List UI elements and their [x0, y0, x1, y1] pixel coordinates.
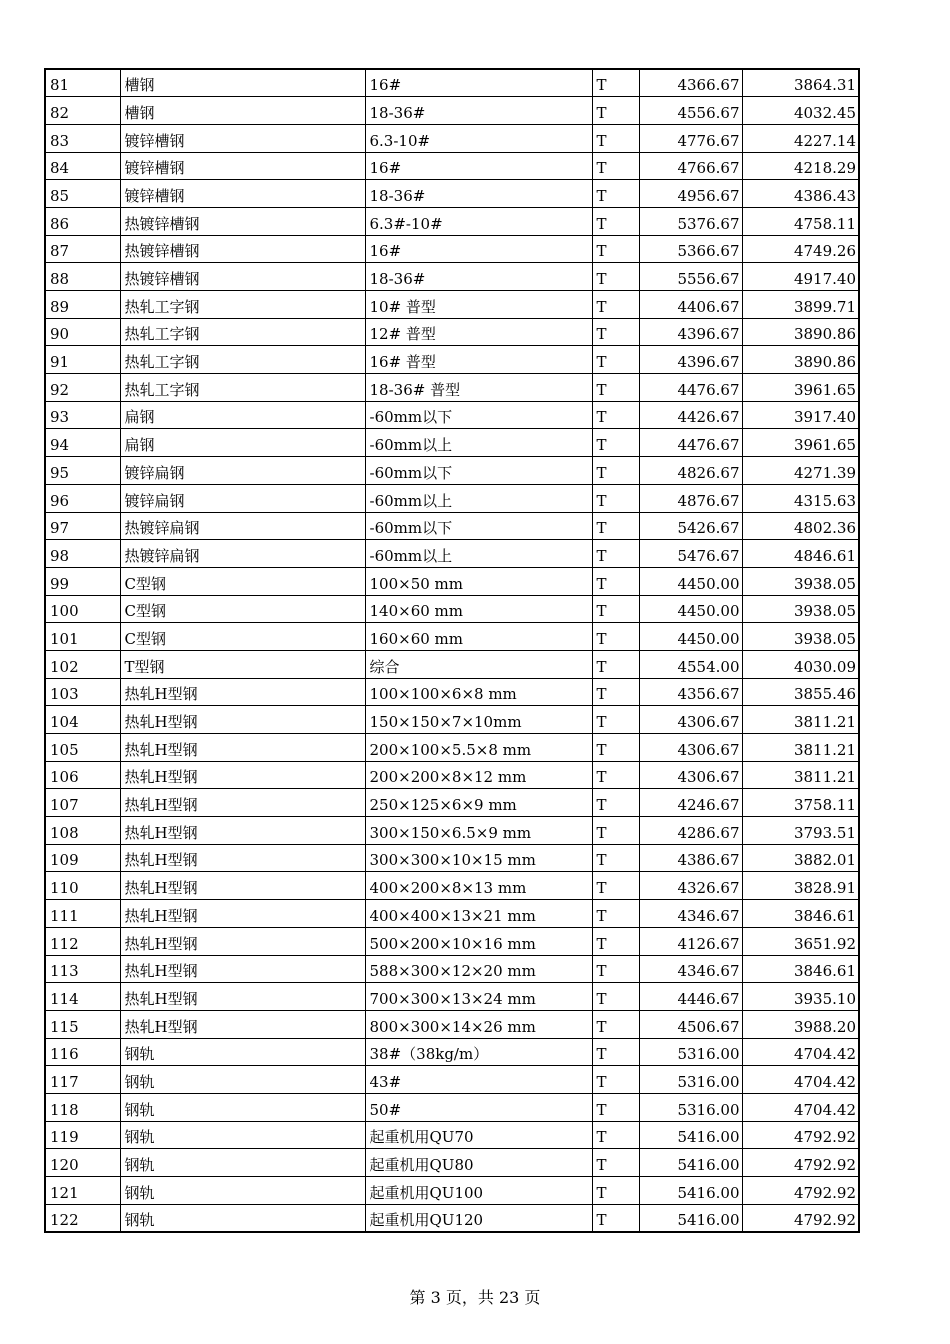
item-spec-cell: 16#: [365, 152, 592, 180]
table-row: [45, 1177, 859, 1205]
item-name-cell: 热轧H型钢: [120, 678, 365, 706]
item-unit-cell: T: [592, 623, 639, 651]
item-name-cell: 钢轨: [120, 1093, 365, 1121]
price-excl-tax-cell: 3855.46: [742, 678, 859, 706]
item-unit-cell: T: [592, 401, 639, 429]
item-name-cell: 热轧H型钢: [120, 872, 365, 900]
item-spec-cell: 43#: [365, 1066, 592, 1094]
price-excl-tax-cell: 3938.05: [742, 567, 859, 595]
table-row: [45, 955, 859, 983]
item-name-cell: C型钢: [120, 595, 365, 623]
item-unit-cell: T: [592, 457, 639, 485]
item-name-cell: 热轧H型钢: [120, 789, 365, 817]
price-excl-tax-cell: 4218.29: [742, 152, 859, 180]
table-row: [45, 983, 859, 1011]
row-index-cell: 81: [45, 69, 120, 97]
price-incl-tax-cell: 4396.67: [639, 346, 742, 374]
price-incl-tax-cell: 4476.67: [639, 429, 742, 457]
row-index-cell: 91: [45, 346, 120, 374]
table-row: [45, 180, 859, 208]
price-excl-tax-cell: 4792.92: [742, 1177, 859, 1205]
item-unit-cell: T: [592, 734, 639, 762]
item-name-cell: 钢轨: [120, 1204, 365, 1232]
price-incl-tax-cell: 4386.67: [639, 844, 742, 872]
item-spec-cell: 300×150×6.5×9 mm: [365, 817, 592, 845]
price-excl-tax-cell: 3890.86: [742, 318, 859, 346]
item-name-cell: C型钢: [120, 567, 365, 595]
price-excl-tax-cell: 3846.61: [742, 900, 859, 928]
item-name-cell: 热轧工字钢: [120, 318, 365, 346]
row-index-cell: 92: [45, 374, 120, 402]
item-spec-cell: -60mm以下: [365, 457, 592, 485]
item-name-cell: 热轧H型钢: [120, 761, 365, 789]
row-index-cell: 94: [45, 429, 120, 457]
price-table-body: [45, 69, 859, 1232]
item-unit-cell: T: [592, 1093, 639, 1121]
item-name-cell: T型钢: [120, 650, 365, 678]
price-excl-tax-cell: 3651.92: [742, 927, 859, 955]
table-row: [45, 318, 859, 346]
item-spec-cell: 18-36# 普型: [365, 374, 592, 402]
item-name-cell: 热镀锌扁钢: [120, 512, 365, 540]
item-spec-cell: 700×300×13×24 mm: [365, 983, 592, 1011]
row-index-cell: 108: [45, 817, 120, 845]
table-row: [45, 69, 859, 97]
item-unit-cell: T: [592, 152, 639, 180]
item-name-cell: 热镀锌槽钢: [120, 263, 365, 291]
table-row: [45, 484, 859, 512]
item-spec-cell: -60mm以下: [365, 401, 592, 429]
price-incl-tax-cell: 4956.67: [639, 180, 742, 208]
item-unit-cell: T: [592, 650, 639, 678]
row-index-cell: 114: [45, 983, 120, 1011]
item-unit-cell: T: [592, 1204, 639, 1232]
table-row: [45, 207, 859, 235]
table-row: [45, 761, 859, 789]
row-index-cell: 96: [45, 484, 120, 512]
table-row: [45, 540, 859, 568]
item-name-cell: 钢轨: [120, 1066, 365, 1094]
row-index-cell: 101: [45, 623, 120, 651]
item-name-cell: 热轧H型钢: [120, 900, 365, 928]
price-excl-tax-cell: 4315.63: [742, 484, 859, 512]
price-excl-tax-cell: 4386.43: [742, 180, 859, 208]
price-excl-tax-cell: 4802.36: [742, 512, 859, 540]
price-excl-tax-cell: 4792.92: [742, 1204, 859, 1232]
row-index-cell: 115: [45, 1010, 120, 1038]
table-row: [45, 152, 859, 180]
row-index-cell: 116: [45, 1038, 120, 1066]
price-incl-tax-cell: 4346.67: [639, 900, 742, 928]
item-name-cell: 热轧H型钢: [120, 983, 365, 1011]
item-spec-cell: 综合: [365, 650, 592, 678]
row-index-cell: 102: [45, 650, 120, 678]
price-incl-tax-cell: 4306.67: [639, 761, 742, 789]
item-unit-cell: T: [592, 789, 639, 817]
item-name-cell: 热轧H型钢: [120, 1010, 365, 1038]
item-name-cell: 热轧H型钢: [120, 844, 365, 872]
item-spec-cell: 588×300×12×20 mm: [365, 955, 592, 983]
item-spec-cell: -60mm以下: [365, 512, 592, 540]
item-unit-cell: T: [592, 678, 639, 706]
row-index-cell: 112: [45, 927, 120, 955]
price-incl-tax-cell: 4450.00: [639, 567, 742, 595]
item-unit-cell: T: [592, 318, 639, 346]
item-unit-cell: T: [592, 235, 639, 263]
row-index-cell: 118: [45, 1093, 120, 1121]
price-incl-tax-cell: 4246.67: [639, 789, 742, 817]
row-index-cell: 87: [45, 235, 120, 263]
price-excl-tax-cell: 4704.42: [742, 1038, 859, 1066]
item-name-cell: 槽钢: [120, 97, 365, 125]
item-name-cell: 钢轨: [120, 1149, 365, 1177]
item-unit-cell: T: [592, 844, 639, 872]
table-row: [45, 927, 859, 955]
price-incl-tax-cell: 4450.00: [639, 623, 742, 651]
price-excl-tax-cell: 3811.21: [742, 706, 859, 734]
row-index-cell: 83: [45, 124, 120, 152]
item-unit-cell: T: [592, 1177, 639, 1205]
table-row: [45, 235, 859, 263]
row-index-cell: 113: [45, 955, 120, 983]
item-unit-cell: T: [592, 1149, 639, 1177]
item-spec-cell: 6.3-10#: [365, 124, 592, 152]
price-incl-tax-cell: 4554.00: [639, 650, 742, 678]
table-row: [45, 1204, 859, 1232]
price-incl-tax-cell: 4356.67: [639, 678, 742, 706]
price-excl-tax-cell: 3864.31: [742, 69, 859, 97]
price-excl-tax-cell: 4227.14: [742, 124, 859, 152]
price-incl-tax-cell: 5376.67: [639, 207, 742, 235]
price-incl-tax-cell: 4286.67: [639, 817, 742, 845]
price-excl-tax-cell: 3793.51: [742, 817, 859, 845]
item-unit-cell: T: [592, 124, 639, 152]
item-spec-cell: 18-36#: [365, 263, 592, 291]
row-index-cell: 117: [45, 1066, 120, 1094]
row-index-cell: 82: [45, 97, 120, 125]
item-spec-cell: -60mm以上: [365, 484, 592, 512]
row-index-cell: 86: [45, 207, 120, 235]
price-incl-tax-cell: 5416.00: [639, 1121, 742, 1149]
table-row: [45, 346, 859, 374]
price-excl-tax-cell: 3828.91: [742, 872, 859, 900]
table-row: [45, 124, 859, 152]
row-index-cell: 85: [45, 180, 120, 208]
row-index-cell: 111: [45, 900, 120, 928]
price-incl-tax-cell: 5366.67: [639, 235, 742, 263]
price-incl-tax-cell: 4406.67: [639, 291, 742, 319]
item-spec-cell: 16# 普型: [365, 346, 592, 374]
item-unit-cell: T: [592, 97, 639, 125]
row-index-cell: 105: [45, 734, 120, 762]
item-unit-cell: T: [592, 291, 639, 319]
item-name-cell: 热轧H型钢: [120, 817, 365, 845]
table-row: [45, 429, 859, 457]
item-spec-cell: 200×100×5.5×8 mm: [365, 734, 592, 762]
table-row: [45, 844, 859, 872]
item-unit-cell: T: [592, 983, 639, 1011]
table-row: [45, 623, 859, 651]
price-excl-tax-cell: 3758.11: [742, 789, 859, 817]
item-spec-cell: -60mm以上: [365, 429, 592, 457]
item-spec-cell: 10# 普型: [365, 291, 592, 319]
row-index-cell: 107: [45, 789, 120, 817]
item-spec-cell: 500×200×10×16 mm: [365, 927, 592, 955]
row-index-cell: 93: [45, 401, 120, 429]
table-row: [45, 1038, 859, 1066]
row-index-cell: 122: [45, 1204, 120, 1232]
row-index-cell: 106: [45, 761, 120, 789]
row-index-cell: 90: [45, 318, 120, 346]
table-row: [45, 789, 859, 817]
item-unit-cell: T: [592, 207, 639, 235]
item-name-cell: 镀锌扁钢: [120, 484, 365, 512]
item-spec-cell: 250×125×6×9 mm: [365, 789, 592, 817]
price-excl-tax-cell: 3917.40: [742, 401, 859, 429]
item-name-cell: 扁钢: [120, 401, 365, 429]
item-spec-cell: 16#: [365, 235, 592, 263]
price-excl-tax-cell: 4704.42: [742, 1093, 859, 1121]
item-unit-cell: T: [592, 1121, 639, 1149]
row-index-cell: 110: [45, 872, 120, 900]
price-incl-tax-cell: 4446.67: [639, 983, 742, 1011]
price-incl-tax-cell: 5316.00: [639, 1093, 742, 1121]
row-index-cell: 84: [45, 152, 120, 180]
price-incl-tax-cell: 4366.67: [639, 69, 742, 97]
price-excl-tax-cell: 3811.21: [742, 734, 859, 762]
item-name-cell: 钢轨: [120, 1038, 365, 1066]
price-incl-tax-cell: 4450.00: [639, 595, 742, 623]
price-incl-tax-cell: 5556.67: [639, 263, 742, 291]
price-incl-tax-cell: 4396.67: [639, 318, 742, 346]
row-index-cell: 104: [45, 706, 120, 734]
price-excl-tax-cell: 3846.61: [742, 955, 859, 983]
price-incl-tax-cell: 5426.67: [639, 512, 742, 540]
item-unit-cell: T: [592, 872, 639, 900]
item-spec-cell: 起重机用QU100: [365, 1177, 592, 1205]
item-spec-cell: 400×400×13×21 mm: [365, 900, 592, 928]
price-excl-tax-cell: 4917.40: [742, 263, 859, 291]
price-incl-tax-cell: 4556.67: [639, 97, 742, 125]
price-excl-tax-cell: 3988.20: [742, 1010, 859, 1038]
table-row: [45, 1149, 859, 1177]
price-excl-tax-cell: 3811.21: [742, 761, 859, 789]
item-name-cell: 镀锌槽钢: [120, 180, 365, 208]
item-spec-cell: 100×100×6×8 mm: [365, 678, 592, 706]
row-index-cell: 100: [45, 595, 120, 623]
price-excl-tax-cell: 4271.39: [742, 457, 859, 485]
table-row: [45, 263, 859, 291]
item-unit-cell: T: [592, 1010, 639, 1038]
item-unit-cell: T: [592, 927, 639, 955]
table-row: [45, 872, 859, 900]
row-index-cell: 95: [45, 457, 120, 485]
price-excl-tax-cell: 4704.42: [742, 1066, 859, 1094]
page-footer: 第 3 页，共 23 页: [409, 1288, 541, 1307]
table-row: [45, 512, 859, 540]
price-table: [44, 68, 860, 1233]
item-spec-cell: 200×200×8×12 mm: [365, 761, 592, 789]
price-incl-tax-cell: 5416.00: [639, 1204, 742, 1232]
item-name-cell: 热轧工字钢: [120, 291, 365, 319]
item-name-cell: 热镀锌扁钢: [120, 540, 365, 568]
item-spec-cell: 150×150×7×10mm: [365, 706, 592, 734]
item-unit-cell: T: [592, 595, 639, 623]
price-excl-tax-cell: 4032.45: [742, 97, 859, 125]
table-row: [45, 291, 859, 319]
row-index-cell: 88: [45, 263, 120, 291]
table-row: [45, 595, 859, 623]
item-spec-cell: 起重机用QU80: [365, 1149, 592, 1177]
price-incl-tax-cell: 5416.00: [639, 1177, 742, 1205]
price-incl-tax-cell: 5416.00: [639, 1149, 742, 1177]
item-spec-cell: 起重机用QU120: [365, 1204, 592, 1232]
price-excl-tax-cell: 3938.05: [742, 595, 859, 623]
item-unit-cell: T: [592, 374, 639, 402]
item-spec-cell: 6.3#-10#: [365, 207, 592, 235]
item-spec-cell: 400×200×8×13 mm: [365, 872, 592, 900]
item-spec-cell: 38#（38kg/m）: [365, 1038, 592, 1066]
row-index-cell: 109: [45, 844, 120, 872]
price-excl-tax-cell: 3961.65: [742, 374, 859, 402]
price-excl-tax-cell: 4749.26: [742, 235, 859, 263]
price-excl-tax-cell: 3899.71: [742, 291, 859, 319]
row-index-cell: 121: [45, 1177, 120, 1205]
item-name-cell: 镀锌槽钢: [120, 124, 365, 152]
table-row: [45, 706, 859, 734]
row-index-cell: 99: [45, 567, 120, 595]
item-name-cell: 钢轨: [120, 1121, 365, 1149]
item-unit-cell: T: [592, 263, 639, 291]
row-index-cell: 103: [45, 678, 120, 706]
item-name-cell: 热轧H型钢: [120, 955, 365, 983]
table-row: [45, 900, 859, 928]
item-name-cell: 镀锌扁钢: [120, 457, 365, 485]
item-name-cell: 热轧工字钢: [120, 346, 365, 374]
price-incl-tax-cell: 4426.67: [639, 401, 742, 429]
item-unit-cell: T: [592, 346, 639, 374]
table-row: [45, 457, 859, 485]
item-name-cell: 钢轨: [120, 1177, 365, 1205]
item-name-cell: 镀锌槽钢: [120, 152, 365, 180]
item-spec-cell: 起重机用QU70: [365, 1121, 592, 1149]
price-incl-tax-cell: 5476.67: [639, 540, 742, 568]
item-unit-cell: T: [592, 1038, 639, 1066]
price-excl-tax-cell: 3890.86: [742, 346, 859, 374]
table-row: [45, 1121, 859, 1149]
row-index-cell: 119: [45, 1121, 120, 1149]
item-unit-cell: T: [592, 567, 639, 595]
item-spec-cell: 50#: [365, 1093, 592, 1121]
item-unit-cell: T: [592, 180, 639, 208]
item-name-cell: 热轧H型钢: [120, 706, 365, 734]
item-unit-cell: T: [592, 1066, 639, 1094]
price-excl-tax-cell: 4030.09: [742, 650, 859, 678]
price-excl-tax-cell: 3935.10: [742, 983, 859, 1011]
table-row: [45, 650, 859, 678]
item-spec-cell: 800×300×14×26 mm: [365, 1010, 592, 1038]
item-spec-cell: 18-36#: [365, 180, 592, 208]
item-spec-cell: 300×300×10×15 mm: [365, 844, 592, 872]
table-row: [45, 1093, 859, 1121]
table-row: [45, 1010, 859, 1038]
item-spec-cell: 18-36#: [365, 97, 592, 125]
price-incl-tax-cell: 4766.67: [639, 152, 742, 180]
table-row: [45, 1066, 859, 1094]
item-unit-cell: T: [592, 540, 639, 568]
row-index-cell: 89: [45, 291, 120, 319]
price-excl-tax-cell: 4792.92: [742, 1149, 859, 1177]
table-row: [45, 567, 859, 595]
price-incl-tax-cell: 4306.67: [639, 706, 742, 734]
item-unit-cell: T: [592, 955, 639, 983]
price-excl-tax-cell: 3961.65: [742, 429, 859, 457]
item-name-cell: 扁钢: [120, 429, 365, 457]
item-spec-cell: 16#: [365, 69, 592, 97]
item-spec-cell: 12# 普型: [365, 318, 592, 346]
row-index-cell: 120: [45, 1149, 120, 1177]
item-spec-cell: -60mm以上: [365, 540, 592, 568]
item-unit-cell: T: [592, 706, 639, 734]
table-row: [45, 97, 859, 125]
item-name-cell: C型钢: [120, 623, 365, 651]
item-unit-cell: T: [592, 484, 639, 512]
item-unit-cell: T: [592, 817, 639, 845]
item-spec-cell: 100×50 mm: [365, 567, 592, 595]
price-incl-tax-cell: 4776.67: [639, 124, 742, 152]
item-name-cell: 热轧H型钢: [120, 927, 365, 955]
price-incl-tax-cell: 4346.67: [639, 955, 742, 983]
item-name-cell: 热轧工字钢: [120, 374, 365, 402]
item-name-cell: 热轧H型钢: [120, 734, 365, 762]
table-row: [45, 678, 859, 706]
price-incl-tax-cell: 4826.67: [639, 457, 742, 485]
table-row: [45, 374, 859, 402]
price-excl-tax-cell: 4758.11: [742, 207, 859, 235]
item-name-cell: 槽钢: [120, 69, 365, 97]
price-incl-tax-cell: 5316.00: [639, 1066, 742, 1094]
price-excl-tax-cell: 4846.61: [742, 540, 859, 568]
item-unit-cell: T: [592, 900, 639, 928]
price-excl-tax-cell: 4792.92: [742, 1121, 859, 1149]
item-unit-cell: T: [592, 69, 639, 97]
price-incl-tax-cell: 4476.67: [639, 374, 742, 402]
row-index-cell: 98: [45, 540, 120, 568]
table-row: [45, 734, 859, 762]
item-unit-cell: T: [592, 761, 639, 789]
item-spec-cell: 140×60 mm: [365, 595, 592, 623]
item-unit-cell: T: [592, 429, 639, 457]
price-excl-tax-cell: 3938.05: [742, 623, 859, 651]
item-spec-cell: 160×60 mm: [365, 623, 592, 651]
price-incl-tax-cell: 4506.67: [639, 1010, 742, 1038]
price-incl-tax-cell: 4326.67: [639, 872, 742, 900]
table-row: [45, 817, 859, 845]
item-name-cell: 热镀锌槽钢: [120, 235, 365, 263]
row-index-cell: 97: [45, 512, 120, 540]
price-incl-tax-cell: 5316.00: [639, 1038, 742, 1066]
item-name-cell: 热镀锌槽钢: [120, 207, 365, 235]
price-incl-tax-cell: 4306.67: [639, 734, 742, 762]
item-unit-cell: T: [592, 512, 639, 540]
table-row: [45, 401, 859, 429]
price-excl-tax-cell: 3882.01: [742, 844, 859, 872]
price-incl-tax-cell: 4876.67: [639, 484, 742, 512]
price-incl-tax-cell: 4126.67: [639, 927, 742, 955]
